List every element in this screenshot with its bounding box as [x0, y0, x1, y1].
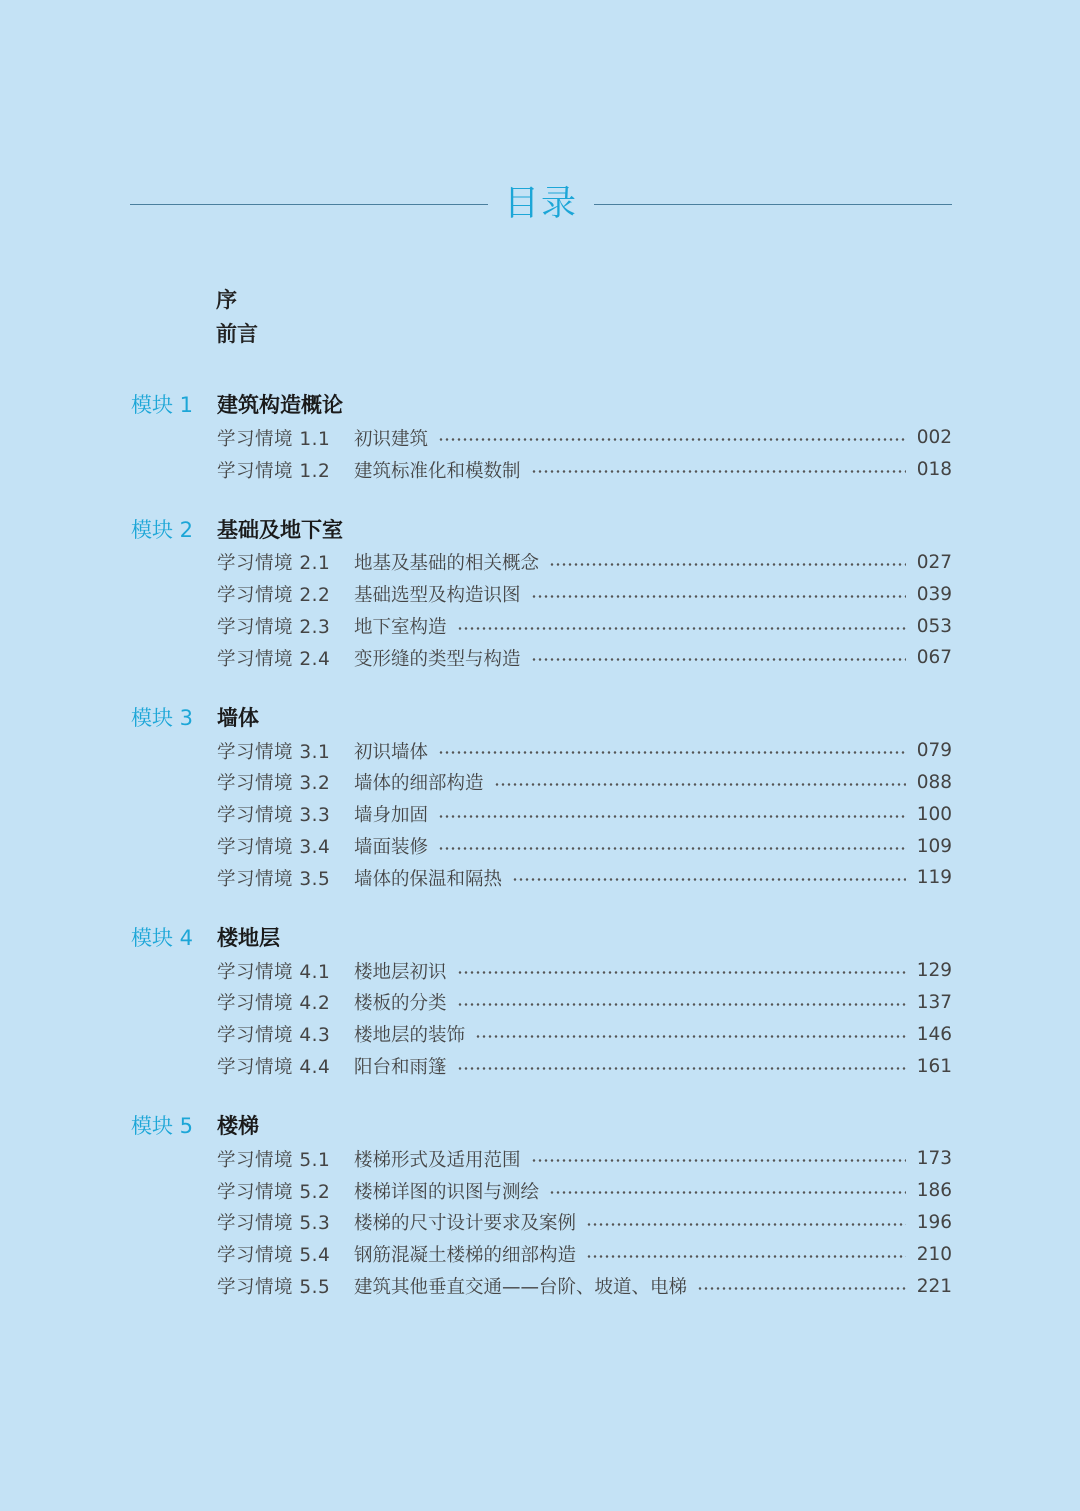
entry-list: [217, 1143, 952, 1302]
front-matter-foreword[interactable]: 前言: [216, 322, 258, 346]
entry-page-number: 027: [916, 551, 952, 573]
entry-list: [217, 547, 952, 674]
entry-page-number: 002: [916, 427, 952, 449]
toc-entry[interactable]: [217, 642, 952, 674]
entry-page-number: 161: [916, 1055, 952, 1077]
entry-title: 建筑标准化和模数制: [354, 460, 521, 482]
toc-entry[interactable]: [217, 955, 952, 987]
module-header[interactable]: [131, 388, 952, 422]
toc-entry[interactable]: [217, 798, 952, 830]
entry-page-number: 186: [916, 1180, 952, 1202]
module-number: 模块 5: [131, 1113, 194, 1138]
module-title: 基础及地下室: [217, 517, 343, 542]
front-matter: [216, 285, 258, 353]
module-header[interactable]: [131, 1109, 952, 1143]
module-section: [131, 701, 952, 894]
entry-code: 学习情境 1.1: [217, 428, 331, 450]
entry-code: 学习情境 4.1: [217, 961, 331, 983]
entry-title: 楼地层初识: [354, 961, 447, 983]
entry-page-number: 137: [916, 991, 952, 1013]
entry-title: 楼梯形式及适用范围: [354, 1149, 521, 1171]
module-section: [131, 1109, 952, 1302]
dot-leader: [457, 1067, 906, 1070]
toc-entry[interactable]: [217, 735, 952, 767]
entry-title: 楼板的分类: [354, 993, 447, 1015]
module-number: 模块 3: [131, 705, 194, 730]
entry-page-number: 018: [916, 459, 952, 481]
module-title: 楼梯: [217, 1113, 259, 1138]
entry-code: 学习情境 2.1: [217, 553, 331, 575]
entry-title: 墙体的保温和隔热: [354, 868, 503, 890]
entry-page-number: 146: [916, 1023, 952, 1045]
dot-leader: [438, 438, 906, 441]
entry-page-number: 173: [916, 1148, 952, 1170]
entry-title: 楼梯的尺寸设计要求及案例: [354, 1213, 577, 1235]
entry-title: 墙面装修: [354, 837, 429, 859]
entry-title: 初识墙体: [354, 741, 429, 763]
dot-leader: [438, 751, 906, 754]
module-header[interactable]: [131, 701, 952, 735]
toc-entry[interactable]: [217, 1238, 952, 1270]
entry-list: [217, 735, 952, 894]
entry-code: 学习情境 3.3: [217, 805, 331, 827]
entry-title: 墙身加固: [354, 805, 429, 827]
toc-entry[interactable]: [217, 1207, 952, 1239]
dot-leader: [531, 470, 906, 473]
entry-page-number: 100: [916, 803, 952, 825]
entry-code: 学习情境 4.3: [217, 1025, 331, 1047]
entry-page-number: 196: [916, 1211, 952, 1233]
entry-page-number: 053: [916, 615, 952, 637]
dot-leader: [697, 1287, 906, 1290]
toc-entry[interactable]: [217, 547, 952, 579]
dot-leader: [457, 971, 906, 974]
entry-code: 学习情境 1.2: [217, 460, 331, 482]
dot-leader: [586, 1223, 906, 1226]
entry-code: 学习情境 2.3: [217, 617, 331, 639]
entry-title: 地基及基础的相关概念: [354, 553, 540, 575]
entry-code: 学习情境 5.5: [217, 1277, 331, 1299]
toc-entry[interactable]: [217, 422, 952, 454]
heading-rule-right: [594, 204, 952, 205]
toc-entry[interactable]: [217, 1143, 952, 1175]
toc-entry[interactable]: [217, 1270, 952, 1302]
dot-leader: [531, 1159, 906, 1162]
entry-list: [217, 955, 952, 1082]
entry-code: 学习情境 5.2: [217, 1181, 331, 1203]
dot-leader: [549, 563, 906, 566]
module-title: 建筑构造概论: [217, 393, 343, 417]
toc-entry[interactable]: [217, 454, 952, 486]
entry-title: 建筑其他垂直交通——台阶、坡道、电梯: [354, 1277, 688, 1299]
entry-page-number: 067: [916, 647, 952, 669]
dot-leader: [457, 1003, 906, 1006]
entry-code: 学习情境 4.2: [217, 993, 331, 1015]
entry-title: 阳台和雨篷: [354, 1057, 447, 1079]
entry-code: 学习情境 5.4: [217, 1245, 331, 1267]
dot-leader: [531, 658, 906, 661]
module-section: [131, 388, 952, 486]
module-header[interactable]: [131, 513, 952, 547]
toc-entry[interactable]: [217, 987, 952, 1019]
entry-title: 楼梯详图的识图与测绘: [354, 1181, 540, 1203]
toc-entry[interactable]: [217, 1050, 952, 1082]
dot-leader: [457, 627, 906, 630]
heading-rule-left: [130, 204, 488, 205]
entry-title: 墙体的细部构造: [354, 773, 484, 795]
module-number: 模块 4: [131, 925, 194, 950]
module-number: 模块 1: [131, 393, 194, 417]
entry-code: 学习情境 4.4: [217, 1057, 331, 1079]
entry-title: 初识建筑: [354, 428, 429, 450]
toc-entry[interactable]: [217, 862, 952, 894]
entry-code: 学习情境 5.3: [217, 1213, 331, 1235]
toc-entry[interactable]: [217, 767, 952, 799]
dot-leader: [531, 595, 906, 598]
dot-leader: [475, 1035, 906, 1038]
toc-entry[interactable]: [217, 830, 952, 862]
entry-title: 基础选型及构造识图: [354, 585, 521, 607]
module-number: 模块 2: [131, 517, 194, 542]
entry-page-number: 088: [916, 771, 952, 793]
entry-code: 学习情境 3.2: [217, 773, 331, 795]
page-title: 目录: [504, 184, 579, 224]
entry-page-number: 039: [916, 583, 952, 605]
entry-title: 楼地层的装饰: [354, 1025, 466, 1047]
entry-code: 学习情境 3.5: [217, 868, 331, 890]
toc-entry[interactable]: [217, 610, 952, 642]
dot-leader: [512, 878, 906, 881]
module-title: 楼地层: [217, 925, 280, 950]
entry-page-number: 221: [916, 1275, 952, 1297]
entry-page-number: 210: [916, 1243, 952, 1265]
dot-leader: [494, 783, 906, 786]
entry-title: 变形缝的类型与构造: [354, 648, 521, 670]
toc-heading: [130, 180, 952, 228]
entry-page-number: 129: [916, 960, 952, 982]
entry-code: 学习情境 2.4: [217, 648, 331, 670]
module-section: [131, 921, 952, 1082]
toc-entry[interactable]: [217, 1018, 952, 1050]
entry-code: 学习情境 3.1: [217, 741, 331, 763]
entry-list: [217, 422, 952, 486]
entry-code: 学习情境 2.2: [217, 585, 331, 607]
toc-entry[interactable]: [217, 578, 952, 610]
front-matter-preface[interactable]: 序: [216, 288, 237, 312]
entry-page-number: 079: [916, 740, 952, 762]
dot-leader: [438, 815, 906, 818]
entry-title: 地下室构造: [354, 617, 447, 639]
entry-page-number: 119: [916, 867, 952, 889]
entry-code: 学习情境 5.1: [217, 1149, 331, 1171]
dot-leader: [549, 1191, 906, 1194]
module-header[interactable]: [131, 921, 952, 955]
module-section: [131, 513, 952, 674]
module-title: 墙体: [217, 705, 259, 730]
module-list: [0, 388, 1080, 1329]
entry-title: 钢筋混凝土楼梯的细部构造: [354, 1245, 577, 1267]
entry-code: 学习情境 3.4: [217, 837, 331, 859]
dot-leader: [438, 847, 906, 850]
toc-entry[interactable]: [217, 1175, 952, 1207]
dot-leader: [586, 1255, 906, 1258]
entry-page-number: 109: [916, 835, 952, 857]
